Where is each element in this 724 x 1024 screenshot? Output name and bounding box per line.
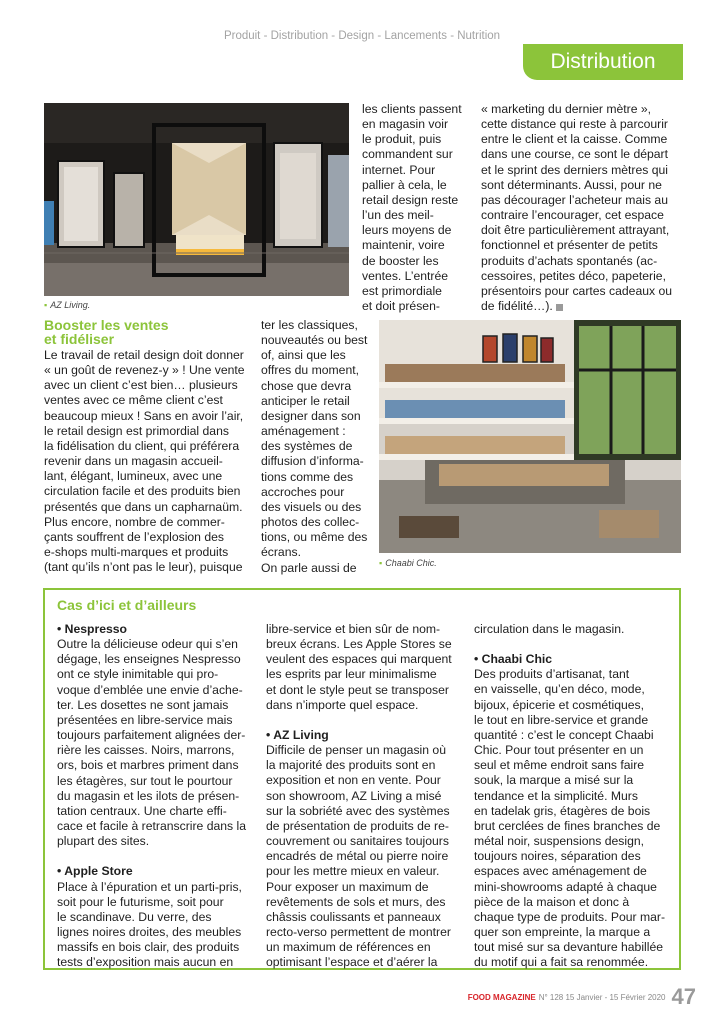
text-line: entre le client et la caisse. Comme (481, 132, 668, 147)
text-line: et dont le style peut se transposer (266, 682, 449, 697)
chaabi-chic-photo (379, 320, 681, 553)
az-living-photo-illustration (44, 103, 349, 296)
text-line: dégage, les enseignes Nespresso (57, 652, 241, 667)
text-line: of, ainsi que les (261, 348, 346, 363)
rubrics-nav: Produit - Distribution - Design - Lancements - Nutrition (223, 30, 501, 42)
text-line-last: de fidélité…). (481, 299, 553, 314)
text-line: encadrés de métal ou pierre noire (266, 849, 449, 864)
text-line: maintenir, voire (362, 238, 445, 253)
text-line: en vaisselle, qu’en déco, mode, (474, 682, 645, 697)
text-line: soit pour le futurisme, soit pour (57, 894, 224, 909)
text-line: internet. Pour (362, 162, 436, 177)
section-title: Distribution (550, 50, 656, 73)
subheading-line-2: et fidéliser (44, 331, 115, 347)
text-line: la fidélisation du client, qui préférera (44, 438, 240, 453)
page-number: 47 (671, 984, 696, 1009)
text-line: tions comme des (261, 469, 354, 484)
text-line: doit être particulièrement attrayant, (481, 223, 670, 238)
section-tab (523, 44, 683, 80)
text-line: métal noir, suspensions design, (474, 834, 645, 849)
issue-info: N° 128 15 Janvier - 15 Février 2020 (538, 992, 666, 1002)
text-line: tendance et la simplicité. Murs (474, 788, 638, 803)
text-line: pour les mettre mieux en valeur. (266, 864, 440, 879)
text-line: du magasin et les ilots de présen- (57, 788, 240, 803)
text-line: avec un client c’est bien… plusieurs (44, 378, 238, 393)
text-line: recto-verso permettent de montrer (266, 924, 451, 939)
text-line: Pour exposer un maximum de (266, 879, 429, 894)
article-column-a (362, 102, 470, 314)
text-line: son showroom, AZ Living a misé (266, 788, 442, 803)
spacer (266, 713, 468, 728)
sidebar-heading-nespresso: • Nespresso (57, 622, 127, 636)
spacer (474, 637, 678, 652)
text-line: designer dans son (261, 408, 361, 423)
text-line: Le travail de retail design doit donner (44, 348, 244, 362)
text-line: ors, bois et marbres priment dans (57, 758, 239, 773)
text-line: en tadelak gris, étagères de bois (474, 803, 651, 818)
text-line: produits d’achats spontanés (ac- (481, 253, 658, 268)
text-line: çants souffrent de l’explosion des (44, 529, 224, 544)
text-line: seul et même endroit sans faire (474, 758, 645, 773)
text-line: châssis coulissants et panneaux (266, 909, 441, 924)
text-line: et le sprint des derniers mètres qui (481, 162, 668, 177)
text-line: libre-service et bien sûr de nom- (266, 622, 441, 636)
text-line: (tant qu’ils n’ont pas le leur), puisque (44, 560, 243, 575)
subheading-line-1: Booster les ventes (44, 317, 169, 333)
text-line: la majorité des produits sont en (266, 758, 436, 773)
text-line: circulation dans le magasin. (474, 622, 625, 636)
text-line: accroches pour (261, 484, 345, 499)
text-line: pas décourager l’acheteur mais au (481, 192, 668, 207)
text-line: breux écrans. Les Apple Stores se (266, 637, 452, 652)
text-line: espaces avec aménagement de (474, 864, 647, 879)
text-line: ter. Les dosettes ne sont jamais (57, 697, 229, 712)
text-line: toujours noires, séparation des (474, 849, 641, 864)
text-line: offres du moment, (261, 363, 359, 378)
magazine-name: FOOD MAGAZINE (467, 992, 536, 1002)
text-line: retail design reste (362, 192, 459, 207)
text-line: anticiper le retail (261, 393, 350, 408)
text-line: tation centraux. Une charte effi- (57, 803, 227, 818)
text-line: dans n’importe quel espace. (266, 697, 419, 712)
text-line: « un goût de revenez-y » ! Une vente (44, 363, 245, 378)
text-line: souk, la marque a misé sur la (474, 773, 634, 788)
sidebar-column-3 (474, 622, 678, 970)
text-line: veulent des espaces qui marquent (266, 652, 452, 667)
text-line: est primordiale (362, 283, 442, 298)
sidebar-heading-chaabi-chic: • Chaabi Chic (474, 652, 553, 667)
text-line: le retail design est primordial dans (44, 423, 229, 438)
text-line: diffusion d’informa- (261, 454, 364, 469)
text-line: présentés que dans un capharnaüm. (44, 499, 243, 514)
text-line: Plus encore, nombre de commer- (44, 514, 225, 529)
text-line: fonctionnel et présenter de petits (481, 238, 658, 253)
text-line (481, 299, 686, 314)
text-line: voque d’emblée une envie d’ache- (57, 682, 243, 697)
text-line: circulation facile et des produits bien (44, 484, 241, 499)
article-column-b (481, 102, 686, 314)
text-line: pièce de la maison et donc à (474, 894, 630, 909)
text-line: en magasin voir (362, 117, 449, 132)
text-line: tout misé sur sa devanture habillée (474, 940, 664, 955)
text-line: sont déterminants. Aussi, pour ne (481, 177, 662, 192)
text-line: le scandinave. Du verre, des (57, 909, 212, 924)
text-line: du motif qui a fait sa renommée. (474, 955, 649, 970)
text-line: ont ce style inimitable qui pro- (57, 667, 219, 682)
chaabi-chic-caption: ▪ Chaabi Chic. (379, 558, 437, 568)
text-line: toujours parfaitement alignées der- (57, 728, 246, 743)
text-line: l’un des meil- (362, 208, 434, 223)
text-line: rière les caisses. Noirs, marrons, (57, 743, 235, 758)
text-line: sur la sobriété avec des systèmes (266, 803, 450, 818)
text-line: ventes avec ce même client c’est (44, 393, 223, 408)
text-line: mini-showrooms adapté à chaque (474, 879, 657, 894)
text-line: nouveautés ou best (261, 333, 368, 348)
text-line: pallier à cela, le (362, 177, 447, 192)
text-line: et doit présen- (362, 299, 440, 314)
sidebar-title: Cas d’ici et d’ailleurs (57, 597, 197, 613)
text-line: revenir dans un magasin accueil- (44, 454, 223, 469)
text-line: bijoux, épicerie et cosmétiques, (474, 697, 645, 712)
text-line: leurs moyens de (362, 223, 452, 238)
text-line: Outre la délicieuse odeur qui s’en (57, 637, 238, 652)
text-line: photos des collec- (261, 515, 360, 530)
article-column-c (44, 348, 254, 575)
text-line: présentoirs pour cartes cadeaux ou (481, 283, 673, 298)
text-line: quantité : c’est le concept Chaabi (474, 727, 654, 742)
text-line: e-shops multi-marques et produits (44, 545, 229, 560)
text-line: un maximum de références en (266, 940, 431, 955)
az-living-caption: ▪ AZ Living. (44, 300, 90, 310)
text-line: commandent sur (362, 147, 453, 162)
sidebar-column-1 (57, 622, 257, 970)
article-column-d (261, 318, 373, 576)
text-line: On parle aussi de (261, 560, 357, 575)
sidebar-heading-apple-store: • Apple Store (57, 864, 133, 879)
text-line: Chic. Pour tout présenter en un (474, 743, 644, 758)
text-line: contraire l’encourager, cet espace (481, 208, 664, 223)
text-line: quer son empreinte, la marque a (474, 924, 651, 939)
text-line: cessoires, petites déco, papeterie, (481, 268, 666, 283)
text-line: beaucoup mieux ! Sans en avoir l’air, (44, 408, 244, 423)
page-footer (468, 984, 696, 1010)
text-line: les étagères, sur tout le pourtour (57, 773, 233, 788)
text-line: des systèmes de (261, 439, 353, 454)
text-line: chose que devra (261, 378, 352, 393)
text-line: de booster les (362, 253, 439, 268)
text-line: Difficile de penser un magasin où (266, 743, 446, 758)
text-line: cette distance qui reste à parcourir (481, 117, 668, 132)
text-line: chaque type de produits. Pour mar- (474, 909, 666, 924)
text-line: tests d’exposition mais aucun en (57, 955, 234, 970)
text-line: tions, ou même des (261, 530, 368, 545)
text-line: ter les classiques, (261, 318, 358, 332)
text-line: « marketing du dernier mètre », (481, 102, 652, 116)
text-line: revêtements de sols et murs, des (266, 894, 446, 909)
az-living-photo (44, 103, 349, 296)
text-line: écrans. (261, 545, 301, 560)
text-line: brut cerclées de fines branches de (474, 818, 661, 833)
text-line: Place à l’épuration et un parti-pris, (57, 879, 242, 894)
text-line: les esprits par leur minimalisme (266, 667, 437, 682)
text-line: massifs en bois clair, des produits (57, 940, 240, 955)
end-of-article-mark (556, 304, 563, 311)
text-line: dans une course, ce sont le départ (481, 147, 668, 162)
text-line: ventes. L’entrée (362, 268, 449, 283)
text-line: lant, élégant, lumineux, avec une (44, 469, 223, 484)
text-line: cace et facile à retranscrire dans la (57, 819, 246, 834)
text-line: Des produits d’artisanat, tant (474, 667, 630, 682)
text-line: aménagement : (261, 424, 346, 439)
text-line: plupart des sites. (57, 834, 150, 849)
text-line: couvrement ou sanitaires toujours (266, 834, 449, 849)
text-line: les clients passent (362, 102, 462, 116)
text-line: le produit, puis (362, 132, 442, 147)
sidebar-column-2 (266, 622, 468, 970)
text-line: présentées en libre-service mais (57, 712, 233, 727)
text-line: de présentation de produits de re- (266, 818, 449, 833)
chaabi-chic-photo-illustration (379, 320, 681, 553)
text-line: lignes noires droites, des meubles (57, 924, 242, 939)
text-line: le tout en libre-service et grande (474, 712, 649, 727)
text-line: exposition et non en vente. Pour (266, 773, 441, 788)
spacer (57, 849, 257, 864)
text-line: des visuels ou des (261, 499, 362, 514)
article-subheading (44, 318, 169, 346)
text-line: optimisant l’espace et d’aérer la (266, 955, 438, 970)
sidebar-heading-az-living: • AZ Living (266, 727, 329, 742)
